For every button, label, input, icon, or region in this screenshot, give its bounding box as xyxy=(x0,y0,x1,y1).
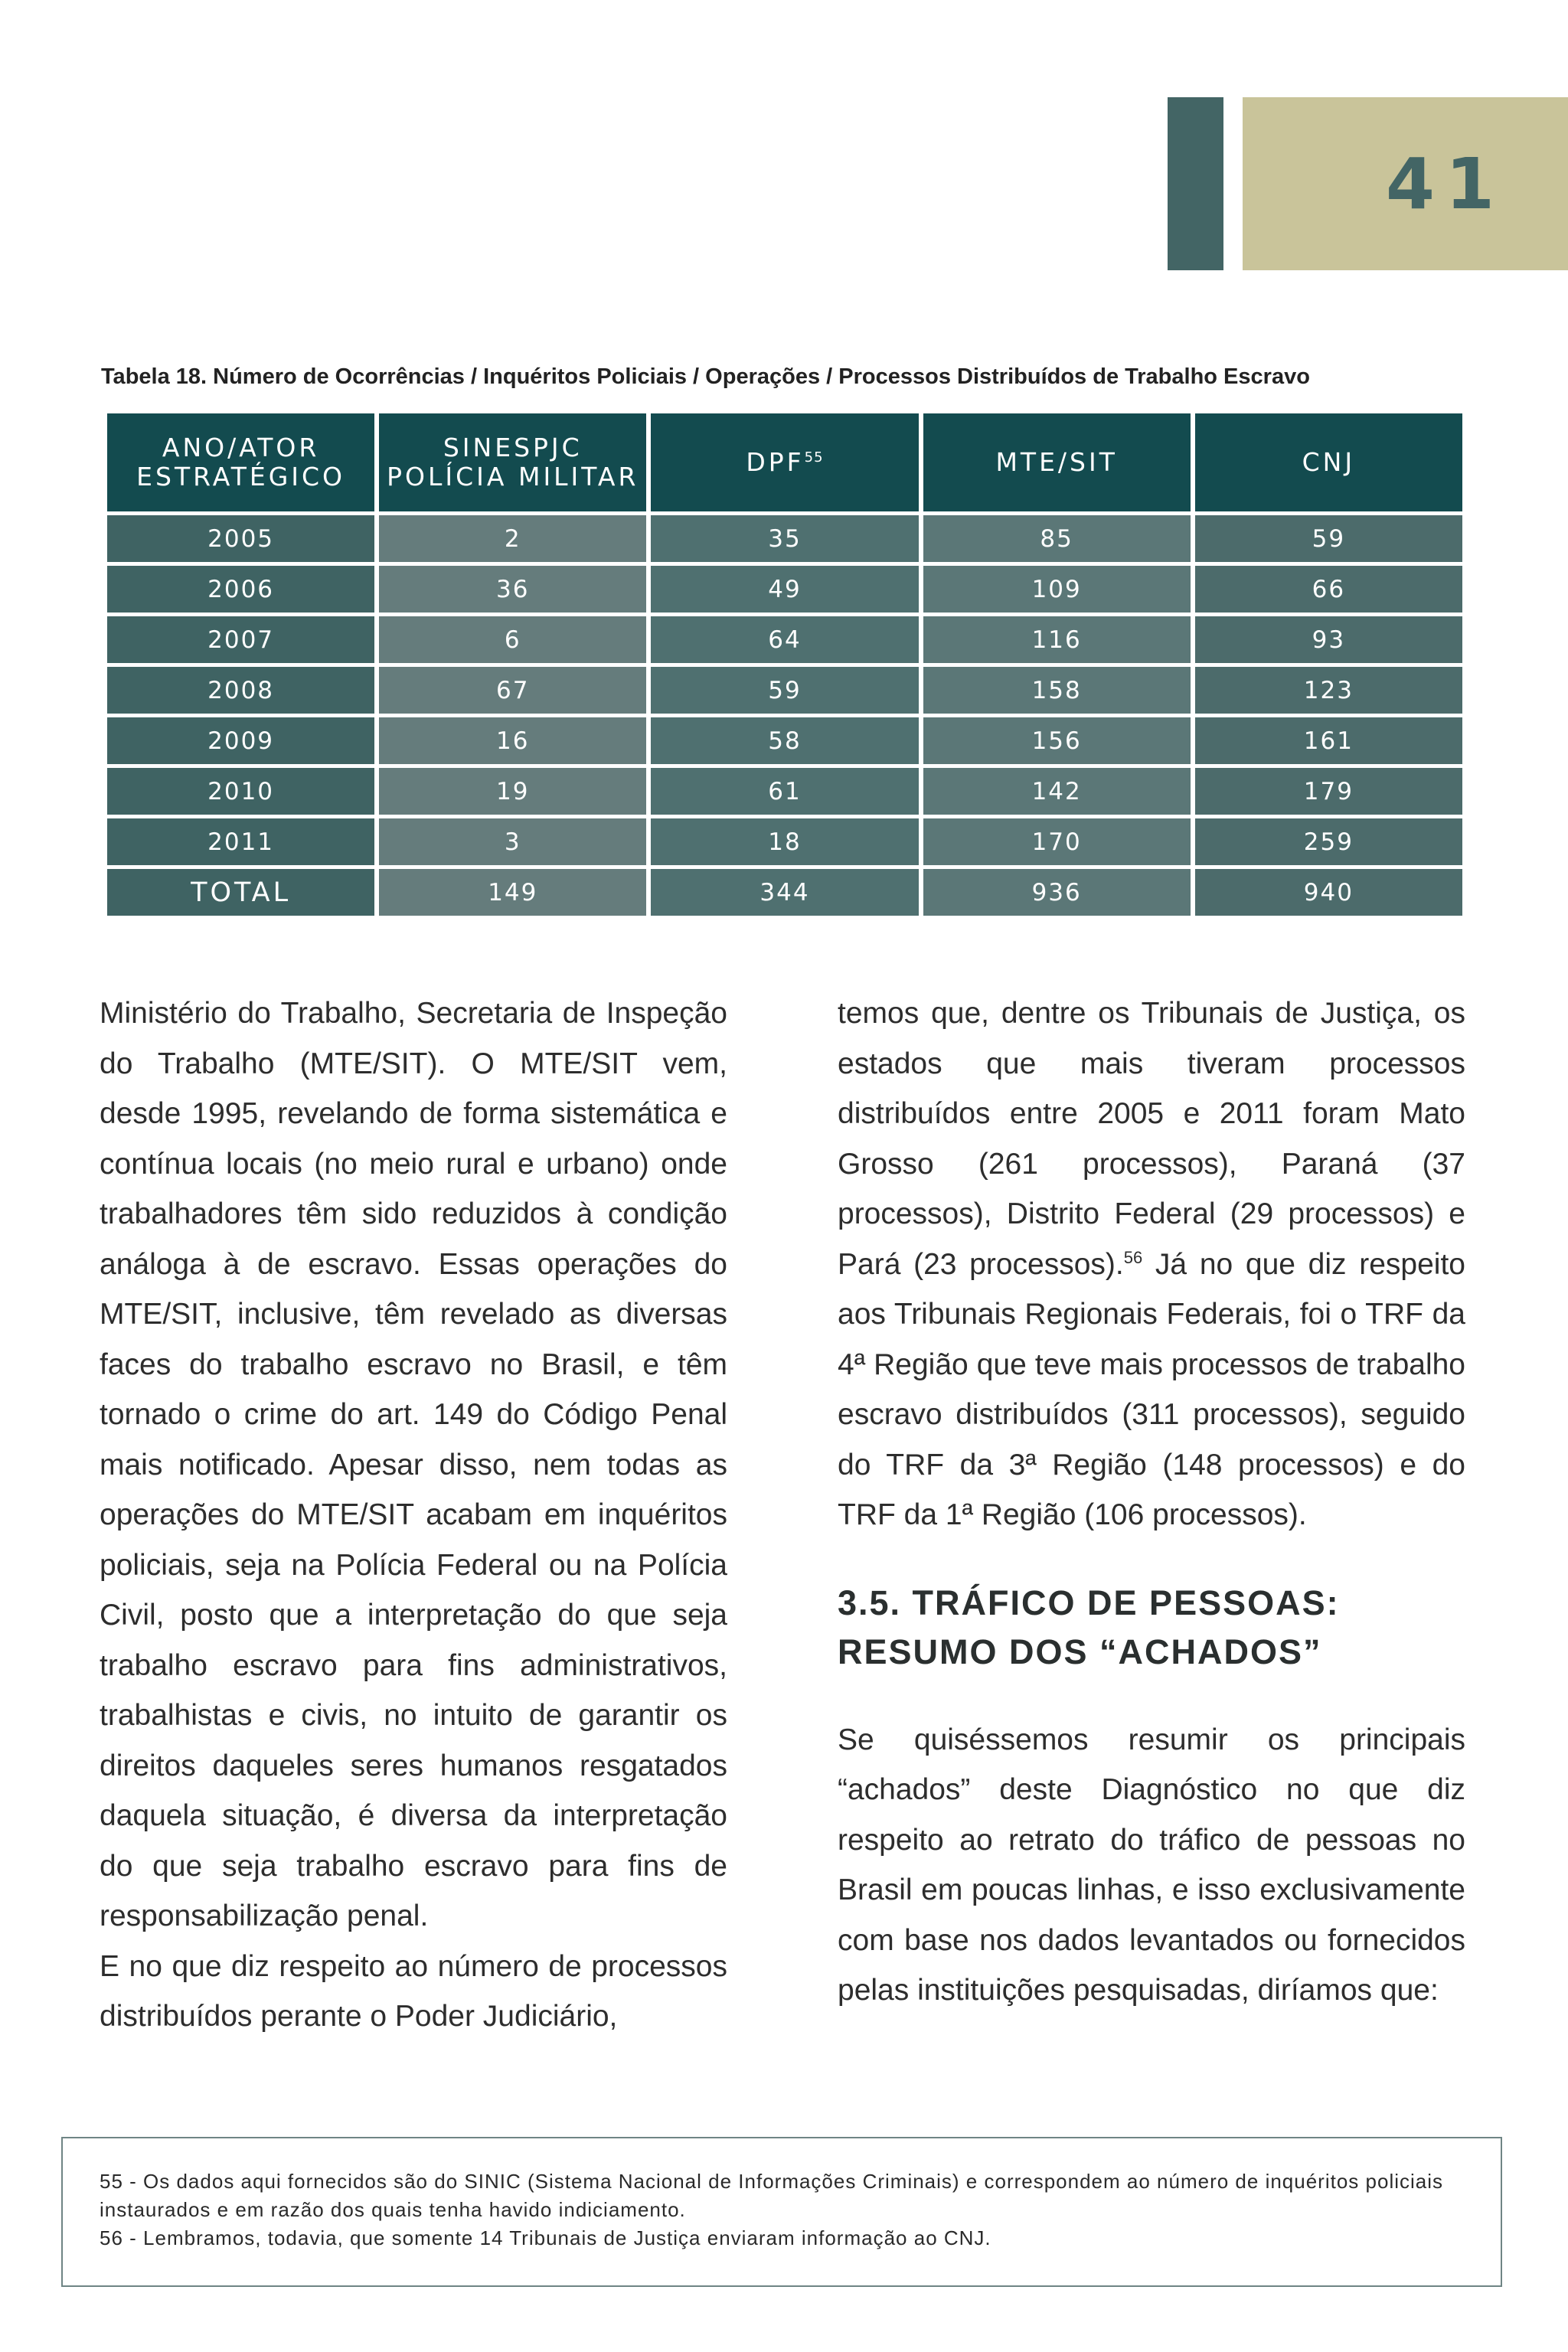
page-number: 41 xyxy=(1385,143,1505,225)
table-cell: 142 xyxy=(923,768,1191,815)
table-cell: 2008 xyxy=(107,667,374,714)
table-cell: 16 xyxy=(379,717,646,764)
table-cell: 18 xyxy=(651,818,918,865)
table-cell: 158 xyxy=(923,667,1191,714)
table-cell: 170 xyxy=(923,818,1191,865)
table-cell: 2011 xyxy=(107,818,374,865)
header-dpf-label: DPF xyxy=(746,447,805,477)
table-cell: 2 xyxy=(379,515,646,562)
table-cell: 123 xyxy=(1195,667,1462,714)
table-cell: 2006 xyxy=(107,566,374,612)
right-paragraph-2: Se quiséssemos resumir os principais “achados” deste Diagnóstico no que diz respeito ao retrato do tráfico de pessoas no Brasil em poucas linhas, e isso exclusivamente com base nos dados levantados ou fornecidos pelas instituições pesquisadas, diríamos que: xyxy=(838,1723,1465,2007)
left-column xyxy=(100,988,727,2042)
section-heading-line-2: RESUMO DOS “ACHADOS” xyxy=(838,1632,1322,1671)
table-cell: 116 xyxy=(923,616,1191,663)
table-cell: 85 xyxy=(923,515,1191,562)
footnotes-box xyxy=(61,2137,1502,2287)
right-paragraph-1 xyxy=(838,988,1465,1540)
table-row xyxy=(107,768,1462,815)
table-cell: 161 xyxy=(1195,717,1462,764)
section-heading xyxy=(838,1579,1465,1677)
table-cell: 2007 xyxy=(107,616,374,663)
footnote-ref-55: 55 xyxy=(804,449,824,466)
table-cell: 344 xyxy=(651,869,918,916)
section-heading-line-1: 3.5. TRÁFICO DE PESSOAS: xyxy=(838,1583,1340,1622)
table-row xyxy=(107,667,1462,714)
table-header-row xyxy=(107,413,1462,511)
table-cell: 940 xyxy=(1195,869,1462,916)
table-cell: TOTAL xyxy=(107,869,374,916)
table-cell: 59 xyxy=(651,667,918,714)
table-cell: 19 xyxy=(379,768,646,815)
right-paragraph-1-cont: Já no que diz respeito aos Tribunais Regionais Federais, foi o TRF da 4ª Região que teve mais processos de trabalho escravo distribuídos (311 processos), seguido do TRF da 3ª Região (148 processos) e do TRF da 1ª Região (106 processos). xyxy=(838,1247,1465,1531)
header-ano-ator: ANO/ATOR ESTRATÉGICO xyxy=(107,413,374,511)
left-paragraph-1: Ministério do Trabalho, Secretaria de Inspeção do Trabalho (MTE/SIT). O MTE/SIT vem, desde 1995, revelando de forma sistemática e contínua locais (no meio rural e urbano) onde trabalhadores têm sido reduzidos à condição análoga à de escravo. Essas operações do MTE/SIT, inclusive, têm revelado as diversas faces do trabalho escravo no Brasil, e têm tornado o crime do art. 149 do Código Penal mais notificado. Apesar disso, nem todas as operações do MTE/SIT acabam em inquéritos policiais, seja na Polícia Federal ou na Polícia Civil, posto que a interpretação do que seja trabalho escravo para fins administrativos, trabalhistas e civis, no intuito de garantir os direitos daqueles seres humanos resgatados daquela situação, é diversa da interpretação do que seja trabalho escravo para fins de responsabilização penal. xyxy=(100,997,727,1932)
table-cell: 6 xyxy=(379,616,646,663)
table-cell: 2005 xyxy=(107,515,374,562)
table-cell: 259 xyxy=(1195,818,1462,865)
footnote-55: 55 - Os dados aqui fornecidos são do SINIC (Sistema Nacional de Informações Criminais) e correspondem ao número de inquéritos policiais instaurados e em razão dos quais tenha havido indiciamento. xyxy=(100,2170,1444,2221)
table-cell: 36 xyxy=(379,566,646,612)
right-column xyxy=(838,988,1465,2016)
header-mte-sit: MTE/SIT xyxy=(923,413,1191,511)
table-cell: 2010 xyxy=(107,768,374,815)
data-table xyxy=(103,410,1467,920)
table-row xyxy=(107,566,1462,612)
table-caption: Tabela 18. Número de Ocorrências / Inquéritos Policiais / Operações / Processos Distribuídos de Trabalho Escravo xyxy=(101,364,1310,389)
table-row xyxy=(107,616,1462,663)
table-cell: 58 xyxy=(651,717,918,764)
table-cell: 59 xyxy=(1195,515,1462,562)
table-row xyxy=(107,818,1462,865)
footnote-56: 56 - Lembramos, todavia, que somente 14 Tribunais de Justiça enviaram informação ao CNJ. xyxy=(100,2226,991,2249)
table-cell: 109 xyxy=(923,566,1191,612)
table-cell: 156 xyxy=(923,717,1191,764)
footnote-ref-56: 56 xyxy=(1123,1247,1143,1267)
header-sinespjc: SINESPJC POLÍCIA MILITAR xyxy=(379,413,646,511)
header-dpf xyxy=(651,413,918,511)
table-cell: 936 xyxy=(923,869,1191,916)
table-cell: 64 xyxy=(651,616,918,663)
table-cell: 179 xyxy=(1195,768,1462,815)
right-paragraph-1-text: temos que, dentre os Tribunais de Justiça, os estados que mais tiveram processos distribuídos entre 2005 e 2011 foram Mato Grosso (261 processos), Paraná (37 processos), Distrito Federal (29 processos) e Pará (23 processos). xyxy=(838,997,1465,1281)
table-cell: 93 xyxy=(1195,616,1462,663)
table-row xyxy=(107,717,1462,764)
table-cell: 66 xyxy=(1195,566,1462,612)
table-cell: 49 xyxy=(651,566,918,612)
header-cnj: CNJ xyxy=(1195,413,1462,511)
table-total-row xyxy=(107,869,1462,916)
left-paragraph-2: E no que diz respeito ao número de processos distribuídos perante o Poder Judiciário, xyxy=(100,1949,727,2033)
table-cell: 3 xyxy=(379,818,646,865)
table-cell: 61 xyxy=(651,768,918,815)
table-cell: 2009 xyxy=(107,717,374,764)
table-cell: 67 xyxy=(379,667,646,714)
table-cell: 149 xyxy=(379,869,646,916)
header-accent-bar xyxy=(1168,97,1223,270)
table-row xyxy=(107,515,1462,562)
table-cell: 35 xyxy=(651,515,918,562)
